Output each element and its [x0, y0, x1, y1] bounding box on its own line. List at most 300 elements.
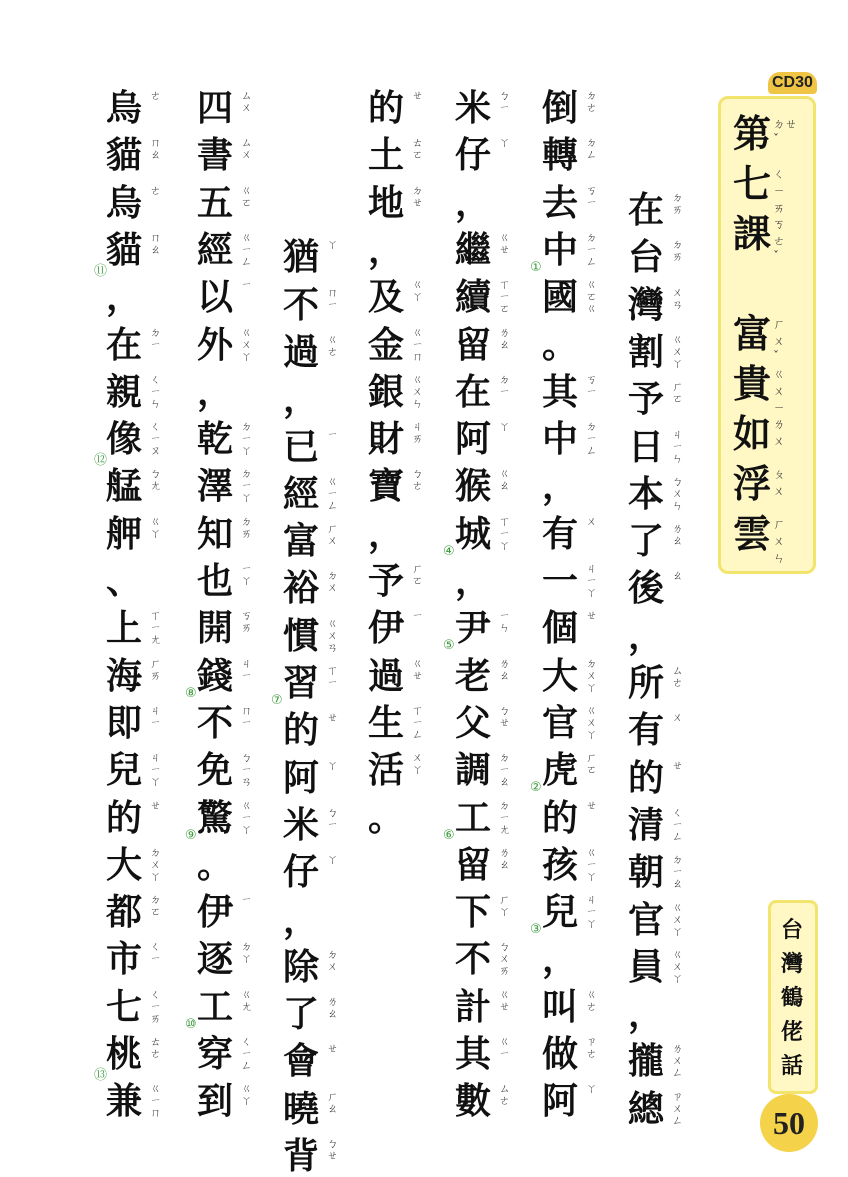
zhuyin-annotation: ㄊ ㄛ: [412, 136, 423, 162]
hanzi-char: 尹: [455, 607, 492, 650]
zhuyin-annotation: ㄉ ㄨ: [327, 947, 338, 973]
book-title-box: [768, 900, 818, 1094]
zhuyin-annotation: ㄚ: [499, 136, 510, 150]
cd-track-badge: CD30: [768, 72, 817, 94]
hanzi-char: 書: [197, 134, 234, 177]
hanzi-char: 桃: [106, 1033, 143, 1075]
zhuyin-annotation: ㄍ ㄧ ㄇ: [412, 325, 423, 363]
hanzi-char: 經: [197, 228, 234, 271]
zhuyin-annotation: ㄅ ㄧ: [499, 89, 510, 114]
title-zhuyin: ㄌ ㄨ: [773, 417, 786, 448]
zhuyin-annotation: ㄧ: [241, 278, 252, 292]
hanzi-char: 土: [368, 134, 405, 177]
hanzi-char: 猶: [283, 236, 320, 279]
hanzi-char: 也: [197, 560, 234, 602]
hanzi-char: 工: [197, 985, 234, 1028]
hanzi-char: 一: [542, 560, 579, 602]
hanzi-char: 、: [106, 560, 143, 602]
zhuyin-annotation: ㄌ ㄠ: [499, 325, 510, 351]
zhuyin-annotation: ㄊ ㄜ: [150, 1035, 161, 1060]
zhuyin-annotation: ㄧ: [241, 893, 252, 907]
hanzi-char: 員: [628, 945, 665, 988]
hanzi-char: 米: [283, 803, 320, 846]
hanzi-char: 艋: [106, 465, 143, 508]
zhuyin-annotation: ㄝ: [586, 798, 597, 812]
footnote-marker: ⑬: [94, 1068, 108, 1083]
zhuyin-annotation: ㄑ ㄧ ㄥ: [672, 805, 683, 843]
hanzi-char: 在: [455, 370, 492, 413]
hanzi-char: 即: [106, 701, 143, 744]
hanzi-char: ，: [628, 993, 665, 1036]
zhuyin-annotation: ㄏ ㄛ: [672, 380, 683, 406]
hanzi-char: 及: [368, 276, 405, 319]
zhuyin-annotation: ㄚ: [327, 758, 338, 772]
zhuyin-annotation: ㄐ ㄧ ㄣ: [672, 427, 683, 465]
hanzi-char: ，: [106, 276, 143, 319]
footnote-marker: ④: [443, 543, 455, 559]
hanzi-char: 富: [283, 520, 320, 563]
hanzi-char: 錢: [197, 654, 234, 697]
zhuyin-annotation: ㄉ ㄧ: [499, 372, 510, 398]
hanzi-char: 習: [283, 662, 320, 704]
hanzi-char: 所: [628, 662, 665, 704]
zhuyin-annotation: ㄍ ㄠ: [499, 467, 510, 493]
hanzi-char: 逐: [197, 938, 234, 981]
zhuyin-annotation: ㄉ ㄨ ㄚ: [150, 845, 161, 883]
zhuyin-annotation: ㄝ: [327, 1042, 338, 1056]
hanzi-char: 親: [106, 370, 143, 413]
hanzi-char: 乾: [197, 418, 234, 461]
hanzi-char: 的: [542, 796, 579, 839]
hanzi-char: 孩: [542, 843, 579, 886]
hanzi-char: 已: [283, 425, 320, 468]
hanzi-char: 在: [628, 189, 665, 231]
hanzi-char: 留: [455, 323, 492, 366]
hanzi-char: 的: [628, 756, 665, 799]
zhuyin-annotation: ㄅ ㄧ ㄢ: [241, 751, 252, 789]
hanzi-char: 活: [368, 749, 405, 792]
hanzi-char: 慣: [283, 614, 320, 657]
footnote-marker: ⑤: [443, 638, 455, 654]
footnote-marker: ③: [530, 922, 542, 938]
hanzi-char: 兒: [106, 749, 143, 792]
hanzi-char: 開: [197, 607, 234, 650]
hanzi-char: 官: [542, 701, 579, 744]
hanzi-char: 中: [542, 418, 579, 461]
zhuyin-annotation: ㄌ ㄠ: [499, 656, 510, 682]
zhuyin-annotation: ㄐ ㄞ: [412, 420, 423, 446]
zhuyin-annotation: ㄍ ㄛ: [241, 183, 252, 209]
zhuyin-annotation: ㄍ ㄝ: [499, 987, 510, 1013]
hanzi-char: 寶: [368, 465, 405, 508]
zhuyin-annotation: ㄉ ㄞ: [672, 238, 683, 264]
book-title-char: 鶴: [781, 985, 804, 1011]
hanzi-char: 倒: [542, 87, 579, 129]
zhuyin-annotation: ㄍ ㄧ ㄥ: [327, 474, 338, 512]
hanzi-char: 烏: [106, 181, 143, 224]
title-char: 雲: [733, 511, 772, 556]
zhuyin-annotation: ㄙ ㄨ: [241, 136, 252, 162]
hanzi-char: 割: [628, 330, 665, 373]
zhuyin-annotation: ㄇ ㄧ: [327, 285, 338, 311]
hanzi-char: 以: [197, 276, 234, 319]
hanzi-char: 穿: [197, 1033, 234, 1075]
zhuyin-annotation: ㄝ: [327, 711, 338, 725]
hanzi-char: 的: [283, 709, 320, 752]
hanzi-char: 城: [455, 512, 492, 555]
hanzi-char: ，: [628, 614, 665, 657]
footnote-marker: ⑧: [185, 685, 197, 701]
zhuyin-annotation: ㄇ ㄠ: [150, 230, 161, 256]
zhuyin-annotation: ㄑ ㄧ ㄞ: [150, 987, 161, 1025]
zhuyin-annotation: ㄉ ㄥ: [586, 136, 597, 162]
hanzi-char: 續: [455, 276, 492, 319]
hanzi-char: 過: [283, 330, 320, 373]
zhuyin-annotation: ㄌ ㄠ: [499, 845, 510, 871]
zhuyin-annotation: ㄨ: [586, 514, 597, 528]
title-zhuyin: ㄆ ㄨ: [773, 467, 786, 498]
hanzi-char: 貓: [106, 134, 143, 177]
zhuyin-annotation: ㄝ: [412, 89, 423, 102]
zhuyin-annotation: ㄐ ㄧ ㄚ: [586, 893, 597, 931]
zhuyin-annotation: ㄙ ㄜ: [499, 1082, 510, 1108]
zhuyin-annotation: ㄐ ㄧ: [150, 703, 161, 729]
zhuyin-annotation: ㄧ ㄚ: [241, 562, 252, 587]
zhuyin-annotation: ㄝ: [672, 758, 683, 772]
hanzi-char: 。: [197, 843, 234, 886]
zhuyin-annotation: ㄉ ㄨ ㄚ: [586, 656, 597, 694]
hanzi-char: 四: [197, 87, 234, 129]
footnote-marker: ⑫: [94, 453, 108, 469]
hanzi-char: 調: [455, 749, 492, 792]
hanzi-char: 大: [542, 654, 579, 697]
zhuyin-annotation: ㄉ ㄞ: [672, 191, 683, 216]
zhuyin-annotation: ㄎ ㄞ: [241, 609, 252, 635]
title-zhuyin: ㄍ ㄨ ㄧ: [773, 367, 786, 415]
zhuyin-annotation: ㄍ ㄛ ㄍ: [586, 278, 597, 316]
zhuyin-annotation: ㄚ: [499, 420, 510, 434]
hanzi-char: 不: [455, 938, 492, 981]
zhuyin-annotation: ㄗ ㄜ: [586, 1035, 597, 1060]
zhuyin-annotation: ㄌ ㄨ ㄥ: [672, 1042, 683, 1080]
hanzi-char: ，: [542, 465, 579, 508]
zhuyin-annotation: ㄒ ㄧ ㄛ: [499, 278, 510, 316]
zhuyin-annotation: ㄇ ㄠ: [150, 136, 161, 162]
zhuyin-annotation: ㄍ ㄨ ㄚ: [672, 332, 683, 370]
zhuyin-annotation: ㄉ ㄧ: [150, 325, 161, 351]
hanzi-char: 阿: [283, 756, 320, 799]
hanzi-char: 予: [368, 560, 405, 602]
hanzi-char: 去: [542, 181, 579, 224]
title-zhuyin: ㄎ ㄜ ˇ: [773, 217, 786, 263]
title-char: 如: [733, 411, 772, 456]
zhuyin-annotation: ㄝ: [150, 798, 161, 812]
hanzi-char: 五: [197, 181, 234, 224]
title-zhuyin: ㄏ ㄨ ˇ: [773, 317, 786, 363]
footnote-marker: ①: [530, 259, 542, 275]
title-char: 七: [733, 161, 772, 206]
hanzi-char: 虎: [542, 749, 579, 792]
zhuyin-annotation: ㄅ ㄤ: [150, 467, 161, 493]
zhuyin-annotation: ㄒ ㄧ ㄤ: [150, 609, 161, 647]
zhuyin-annotation: ㄍ ㄤ: [241, 987, 252, 1013]
hanzi-char: 經: [283, 472, 320, 515]
book-title-char: 佬: [781, 1019, 804, 1045]
page-number: 50: [760, 1094, 818, 1152]
hanzi-char: 米: [455, 87, 492, 129]
zhuyin-annotation: ㄒ ㄧ ㄥ: [412, 703, 423, 741]
zhuyin-annotation: ㄍ ㄜ: [327, 332, 338, 358]
hanzi-char: 日: [628, 425, 665, 468]
hanzi-char: ，: [455, 560, 492, 602]
hanzi-char: 父: [455, 701, 492, 744]
hanzi-char: 上: [106, 607, 143, 650]
title-char: 課: [733, 211, 772, 256]
hanzi-char: 會: [283, 1040, 320, 1083]
zhuyin-annotation: ㄅ ㄧ: [327, 805, 338, 831]
title-char: 第: [733, 111, 772, 156]
hanzi-char: 轉: [542, 134, 579, 177]
zhuyin-annotation: ㄜ: [150, 183, 161, 197]
zhuyin-annotation: ㄍ ㄧ ㄚ: [586, 845, 597, 883]
hanzi-char: 本: [628, 472, 665, 515]
hanzi-char: 數: [455, 1080, 492, 1123]
footnote-marker: ⑥: [443, 827, 455, 843]
hanzi-char: 舺: [106, 512, 143, 555]
hanzi-char: 做: [542, 1033, 579, 1075]
hanzi-char: 地: [368, 181, 405, 224]
hanzi-char: 國: [542, 276, 579, 319]
hanzi-char: 了: [628, 520, 665, 563]
hanzi-char: 灣: [628, 283, 665, 326]
title-char: 富: [733, 311, 772, 356]
hanzi-char: 伊: [368, 607, 405, 650]
zhuyin-annotation: ㄐ ㄧ: [241, 656, 252, 682]
zhuyin-annotation: ㄉ ㄝ: [412, 183, 423, 209]
hanzi-char: 七: [106, 985, 143, 1028]
zhuyin-annotation: ㄌ ㄠ: [327, 995, 338, 1021]
zhuyin-annotation: ㄅ ㄨ ㄣ: [672, 474, 683, 512]
zhuyin-annotation: ㄍ ㄨ ㄚ: [672, 947, 683, 985]
hanzi-char: 清: [628, 803, 665, 846]
hanzi-char: 阿: [455, 418, 492, 461]
book-title-char: 台: [781, 917, 804, 943]
zhuyin-annotation: ㄗ ㄨ ㄥ: [672, 1089, 683, 1127]
hanzi-char: 生: [368, 701, 405, 744]
hanzi-char: 海: [106, 654, 143, 697]
hanzi-char: 財: [368, 418, 405, 461]
zhuyin-annotation: ㄠ: [672, 569, 683, 583]
hanzi-char: ，: [283, 898, 320, 941]
hanzi-char: 伊: [197, 891, 234, 934]
hanzi-char: 予: [628, 378, 665, 421]
zhuyin-annotation: ㄍ ㄧ: [499, 1035, 510, 1060]
hanzi-char: ，: [542, 938, 579, 981]
zhuyin-annotation: ㄍ ㄚ: [150, 514, 161, 540]
zhuyin-annotation: ㄍ ㄝ: [499, 230, 510, 256]
zhuyin-annotation: ㄧ: [412, 609, 423, 623]
hanzi-char: 老: [455, 654, 492, 697]
hanzi-char: 。: [542, 323, 579, 366]
zhuyin-annotation: ㄝ: [586, 609, 597, 623]
hanzi-char: 過: [368, 654, 405, 697]
hanzi-char: 計: [455, 985, 492, 1028]
zhuyin-annotation: ㄉ ㄧ ㄥ: [586, 230, 597, 268]
zhuyin-annotation: ㄇ ㄧ: [241, 703, 252, 729]
zhuyin-annotation: ㄐ ㄧ ㄚ: [150, 751, 161, 789]
hanzi-char: 仔: [455, 134, 492, 177]
zhuyin-annotation: ㄉ ㄚ: [241, 940, 252, 966]
hanzi-char: 攏: [628, 1040, 665, 1083]
zhuyin-annotation: ㄎ ㄧ: [586, 183, 597, 209]
title-char: 貴: [733, 361, 772, 406]
zhuyin-annotation: ㄎ ㄧ: [586, 372, 597, 398]
hanzi-char: 除: [283, 945, 320, 988]
hanzi-char: 貓: [106, 228, 143, 271]
hanzi-char: ，: [368, 228, 405, 271]
zhuyin-annotation: ㄅ ㄜ: [412, 467, 423, 493]
zhuyin-annotation: ㄍ ㄚ: [241, 1082, 252, 1108]
hanzi-char: 繼: [455, 228, 492, 271]
book-title-char: 灣: [781, 951, 804, 977]
hanzi-char: 阿: [542, 1080, 579, 1123]
hanzi-char: 的: [368, 87, 405, 129]
hanzi-char: 在: [106, 323, 143, 366]
hanzi-char: 兒: [542, 891, 579, 934]
zhuyin-annotation: ㄏ ㄠ: [327, 1089, 338, 1115]
zhuyin-annotation: ㄏ ㄛ: [412, 562, 423, 587]
hanzi-char: 不: [197, 701, 234, 744]
zhuyin-annotation: ㄉ ㄨ: [327, 569, 338, 595]
hanzi-char: 朝: [628, 851, 665, 894]
hanzi-char: 銀: [368, 370, 405, 413]
hanzi-char: 市: [106, 938, 143, 981]
zhuyin-annotation: ㄉ ㄧ ㄚ: [241, 467, 252, 505]
footnote-marker: ⑪: [94, 263, 108, 279]
footnote-marker: ⑨: [185, 827, 197, 843]
zhuyin-annotation: ㄉ ㄧ ㄠ: [499, 751, 510, 789]
hanzi-char: 的: [106, 796, 143, 839]
zhuyin-annotation: ㄚ: [327, 853, 338, 867]
hanzi-char: 仔: [283, 851, 320, 894]
zhuyin-annotation: ㄉ ㄜ: [586, 89, 597, 114]
book-title-char: 話: [781, 1053, 804, 1079]
zhuyin-annotation: ㄑ ㄧ ㄣ: [150, 372, 161, 410]
hanzi-char: 像: [106, 418, 143, 461]
zhuyin-annotation: ㄉ ㄧ ㄚ: [241, 420, 252, 458]
zhuyin-annotation: ㄏ ㄨ: [327, 522, 338, 548]
zhuyin-annotation: ㄅ ㄨ ㄞ: [499, 940, 510, 978]
zhuyin-annotation: ㄧ: [327, 427, 338, 441]
hanzi-char: 到: [197, 1080, 234, 1123]
zhuyin-annotation: ㄧ ㄣ: [499, 609, 510, 635]
zhuyin-annotation: ㄌ ㄠ: [672, 522, 683, 548]
zhuyin-annotation: ㄑ ㄧ: [150, 940, 161, 966]
zhuyin-annotation: ㄉ ㄞ: [241, 514, 252, 540]
hanzi-char: 外: [197, 323, 234, 366]
hanzi-char: 兼: [106, 1080, 143, 1123]
zhuyin-annotation: ㄏ ㄚ: [499, 893, 510, 919]
zhuyin-annotation: ㄉ ㄧ ㄤ: [499, 798, 510, 836]
lesson-title-box: [718, 96, 816, 574]
zhuyin-annotation: ㄅ ㄝ: [499, 703, 510, 729]
hanzi-char: 不: [283, 283, 320, 326]
title-char: 浮: [733, 461, 772, 506]
zhuyin-annotation: ㄍ ㄨ ㄢ: [327, 616, 338, 654]
hanzi-char: 猴: [455, 465, 492, 508]
hanzi-char: 留: [455, 843, 492, 886]
hanzi-char: 中: [542, 228, 579, 271]
hanzi-char: ，: [455, 181, 492, 224]
zhuyin-annotation: ㄉ ㄧ ㄠ: [672, 853, 683, 891]
hanzi-char: 工: [455, 796, 492, 839]
zhuyin-annotation: ㄍ ㄧ ㄚ: [241, 798, 252, 836]
hanzi-char: 曉: [283, 1087, 320, 1130]
zhuyin-annotation: ㄏ ㄛ: [586, 751, 597, 777]
hanzi-char: 背: [283, 1135, 320, 1177]
footnote-marker: ⑩: [185, 1016, 197, 1032]
title-zhuyin: ㄏ ㄨ ㄣ: [773, 517, 786, 565]
hanzi-char: 後: [628, 567, 665, 610]
hanzi-char: 官: [628, 898, 665, 941]
zhuyin-annotation: ㄜ: [150, 89, 161, 102]
zhuyin-annotation: ㄒ ㄧ: [327, 664, 338, 689]
zhuyin-annotation: ㄉ ㄛ: [150, 893, 161, 919]
footnote-marker: ②: [530, 780, 542, 796]
hanzi-char: 大: [106, 843, 143, 886]
hanzi-char: 其: [455, 1033, 492, 1075]
hanzi-char: ，: [283, 378, 320, 421]
zhuyin-annotation: ㄙ ㄨ: [241, 89, 252, 114]
hanzi-char: 其: [542, 370, 579, 413]
zhuyin-annotation: ㄨ ㄚ: [412, 751, 423, 777]
zhuyin-annotation: ㄍ ㄧ ㄇ: [150, 1082, 161, 1120]
hanzi-char: 。: [368, 796, 405, 839]
zhuyin-annotation: ㄑ ㄧ ㄥ: [241, 1035, 252, 1072]
hanzi-char: 都: [106, 891, 143, 934]
zhuyin-annotation: ㄍ ㄨ ㄚ: [586, 703, 597, 741]
zhuyin-annotation: ㄏ ㄞ: [150, 656, 161, 682]
hanzi-char: 下: [455, 891, 492, 934]
zhuyin-annotation: ㄍ ㄜ: [586, 987, 597, 1013]
zhuyin-annotation: ㄍ ㄝ: [412, 656, 423, 682]
hanzi-char: 叫: [542, 985, 579, 1028]
zhuyin-annotation: ㄒ ㄧ ㄚ: [499, 514, 510, 552]
zhuyin-annotation: ㄉ ㄧ ㄥ: [586, 420, 597, 458]
hanzi-char: 驚: [197, 796, 234, 839]
footnote-marker: ⑦: [271, 693, 283, 708]
zhuyin-annotation: ㄍ ㄚ: [412, 278, 423, 304]
hanzi-char: 台: [628, 236, 665, 279]
hanzi-char: ，: [368, 512, 405, 555]
hanzi-char: 個: [542, 607, 579, 650]
zhuyin-annotation: ㄐ ㄧ ㄚ: [586, 562, 597, 599]
title-zhuyin: ㄑ ㄧ ㄞ: [773, 167, 786, 215]
zhuyin-annotation: ㄨ ㄢ: [672, 285, 683, 311]
zhuyin-annotation: ㄍ ㄨ ㄚ: [241, 325, 252, 363]
hanzi-char: 澤: [197, 465, 234, 508]
zhuyin-annotation: ㄅ ㄝ: [327, 1137, 338, 1162]
zhuyin-annotation: ㄚ: [327, 238, 338, 252]
zhuyin-annotation: ㄍ ㄨ ㄚ: [672, 900, 683, 938]
hanzi-char: 金: [368, 323, 405, 366]
hanzi-char: 裕: [283, 567, 320, 610]
zhuyin-annotation: ㄨ: [672, 711, 683, 725]
hanzi-char: 知: [197, 512, 234, 555]
hanzi-char: 有: [628, 709, 665, 752]
hanzi-char: 有: [542, 512, 579, 555]
zhuyin-annotation: ㄑ ㄧ ㄡ: [150, 420, 161, 458]
